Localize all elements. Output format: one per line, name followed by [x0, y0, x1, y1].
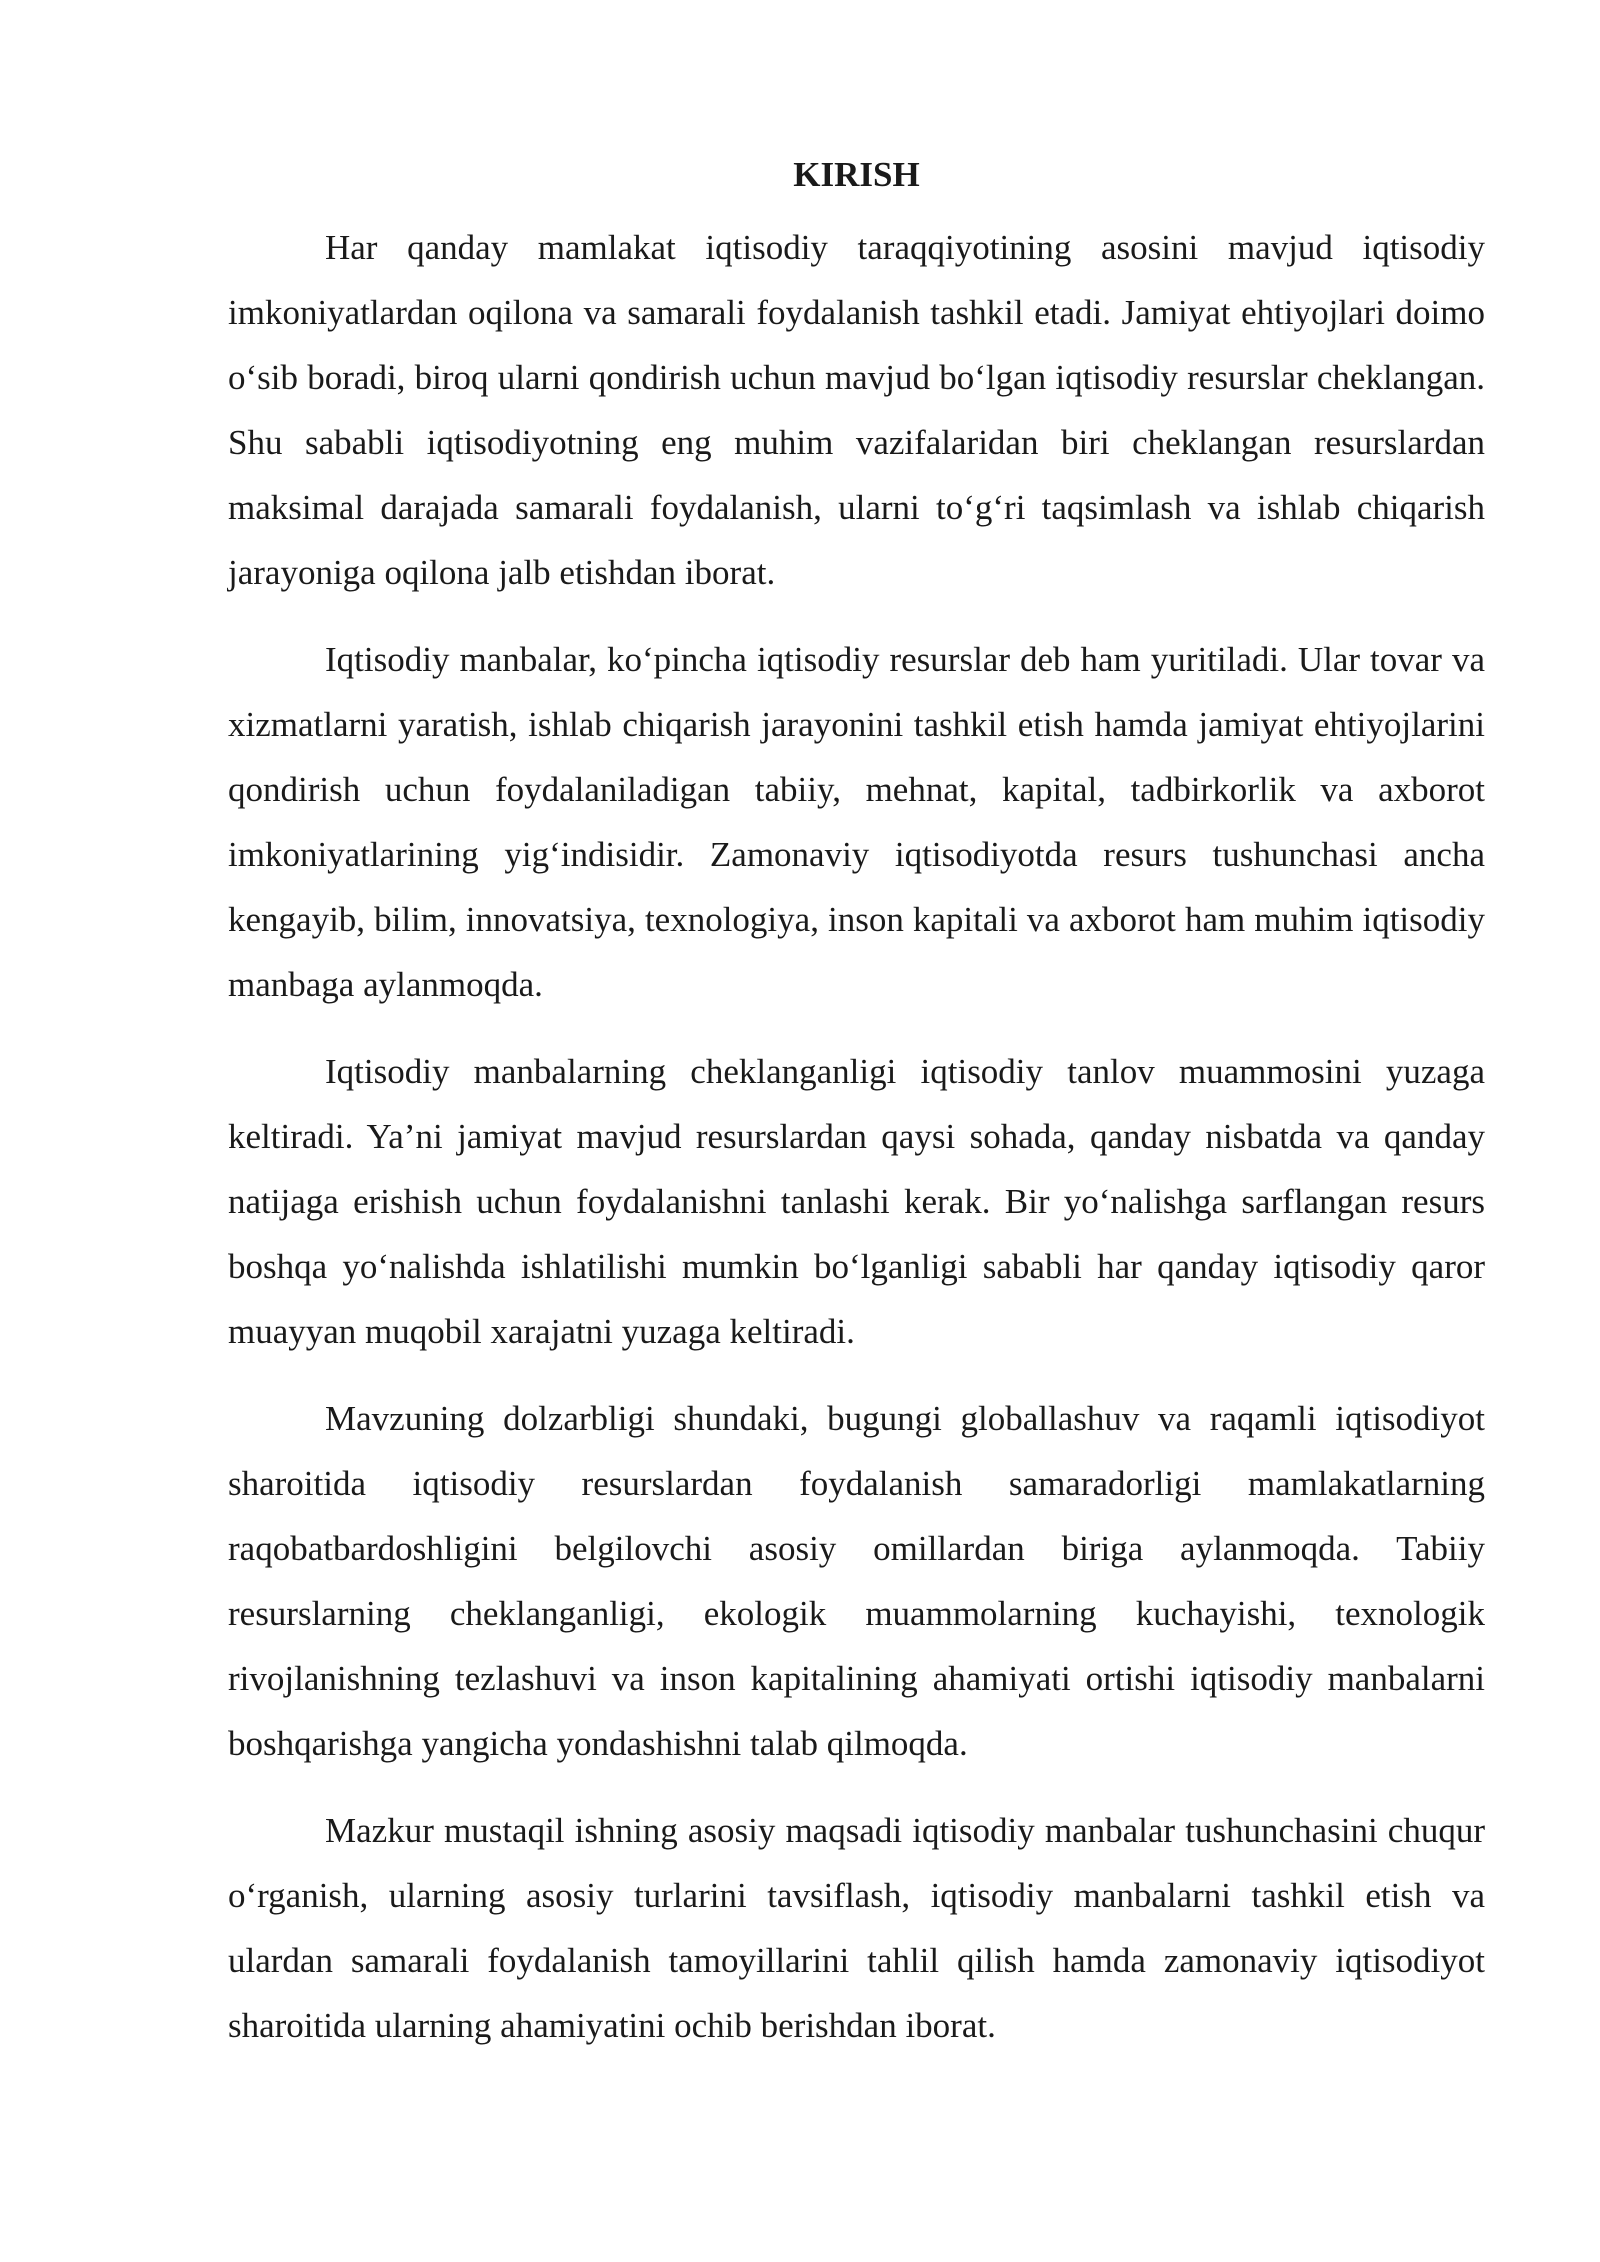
section-title: KIRISH [793, 155, 920, 194]
paragraph-2: Iqtisodiy manbalar, ko‘pincha iqtisodiy resurslar deb ham yuritiladi. Ular tovar va xizmatlarni yaratish, ishlab chiqarish jarayonini tashkil etish hamda jamiyat ehtiyojlarini qondirish uchun foydalaniladigan tabiiy, mehnat, kapital, tadbirkorlik va axborot imkoniyatlarining yig‘indisidir. Zamonaviy iqtisodiyotda resurs tushunchasi ancha kengayib, bilim, innovatsiya, texnologiya, inson kapitali va axborot ham muhim iqtisodiy manbaga aylanmoqda. [228, 640, 1485, 1004]
document-body [228, 150, 1485, 2080]
paragraph-3: Iqtisodiy manbalarning cheklanganligi iqtisodiy tanlov muammosini yuzaga keltiradi. Ya’ni jamiyat mavjud resurslardan qaysi sohada, qanday nisbatda va qanday natijaga erishish uchun foydalanishni tanlashi kerak. Bir yo‘nalishga sarflangan resurs boshqa yo‘nalishda ishlatilishi mumkin bo‘lganligi sababli har qanday iqtisodiy qaror muayyan muqobil xarajatni yuzaga keltiradi. [228, 1052, 1485, 1351]
paragraph-5: Mazkur mustaqil ishning asosiy maqsadi iqtisodiy manbalar tushunchasini chuqur o‘rganish, ularning asosiy turlarini tavsiflash, iqtisodiy manbalarni tashkil etish va ulardan samarali foydalanish tamoyillarini tahlil qilish hamda zamonaviy iqtisodiyot sharoitida ularning ahamiyatini ochib berishdan iborat. [228, 1811, 1485, 2045]
paragraph-4: Mavzuning dolzarbligi shundaki, bugungi globallashuv va raqamli iqtisodiyot sharoitida iqtisodiy resurslardan foydalanish samaradorligi mamlakatlarning raqobatbardoshligini belgilovchi asosiy omillardan biriga aylanmoqda. Tabiiy resurslarning cheklanganligi, ekologik muammolarning kuchayishi, texnologik rivojlanishning tezlashuvi va inson kapitalining ahamiyati ortishi iqtisodiy manbalarni boshqarishga yangicha yondashishni talab qilmoqda. [228, 1399, 1485, 1763]
paragraph-1: Har qanday mamlakat iqtisodiy taraqqiyotining asosini mavjud iqtisodiy imkoniyatlardan oqilona va samarali foydalanish tashkil etadi. Jamiyat ehtiyojlari doimo o‘sib boradi, biroq ularni qondirish uchun mavjud bo‘lgan iqtisodiy resurslar cheklangan. Shu sababli iqtisodiyotning eng muhim vazifalaridan biri cheklangan resurslardan maksimal darajada samarali foydalanish, ularni to‘g‘ri taqsimlash va ishlab chiqarish jarayoniga oqilona jalb etishdan iborat. [228, 228, 1485, 592]
